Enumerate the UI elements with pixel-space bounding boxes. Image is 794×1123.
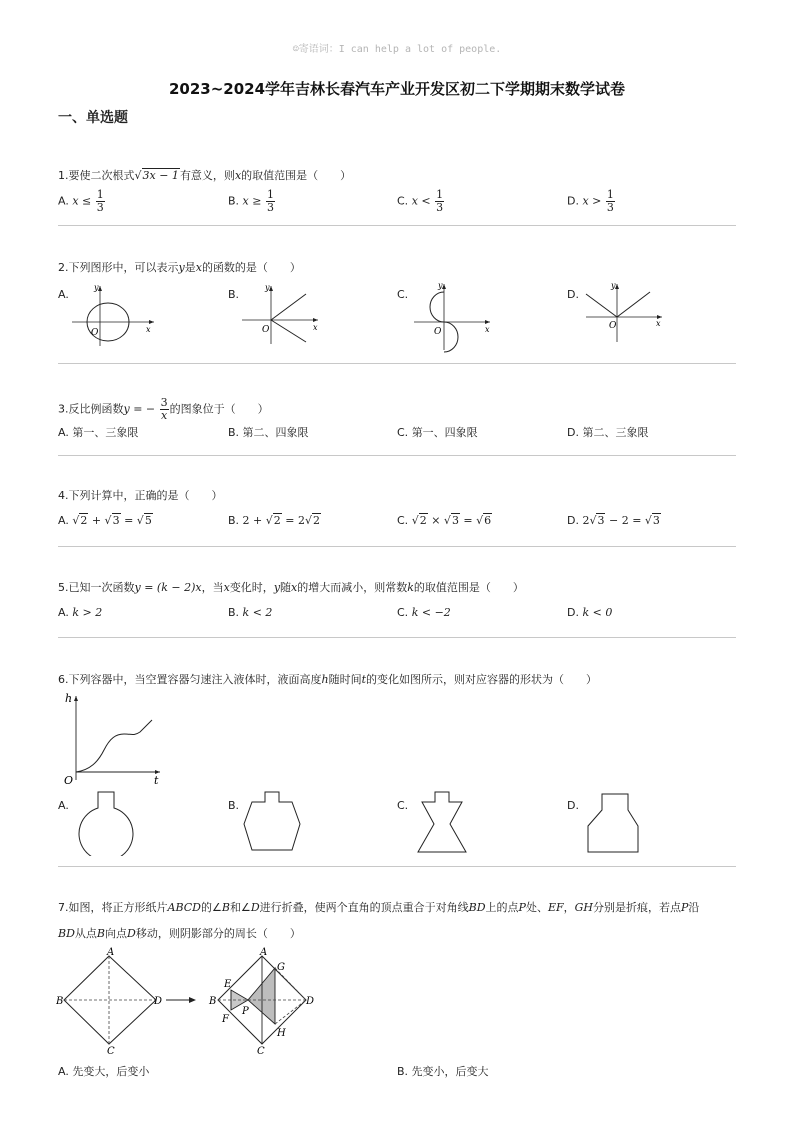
svg-text:G: G (277, 962, 285, 973)
option-a[interactable]: A. k > 2 (58, 606, 103, 619)
graph-rays[interactable] (238, 280, 338, 350)
option-b[interactable]: B. 第二、四象限 (228, 426, 309, 439)
question-5: 5.已知一次函数y = (k − 2)x，当x变化时，y随x的增大而减小，则常数k的取值范围是（ ） (58, 581, 524, 594)
option-a[interactable]: A. √2 + √3 = √5 (58, 514, 152, 527)
option-b[interactable]: B. k < 2 (228, 606, 273, 619)
option-b[interactable]: B. 先变小，后变大 (397, 1065, 489, 1078)
divider (58, 225, 736, 226)
svg-text:D: D (154, 996, 163, 1007)
x-axis-label: x (485, 325, 490, 334)
y-axis-label: y (94, 283, 99, 292)
question-4: 4.下列计算中，正确的是（ ） (58, 489, 223, 502)
graph-v[interactable] (578, 278, 678, 348)
svg-text:A: A (107, 947, 115, 958)
container-hourglass[interactable] (410, 790, 480, 856)
option-a-label[interactable]: A. (58, 288, 69, 301)
option-b-label[interactable]: B. (228, 288, 240, 301)
container-flask[interactable] (70, 788, 140, 856)
divider (58, 637, 736, 638)
option-c[interactable]: C. √2 × √3 = √6 (397, 514, 492, 527)
graph-semicircles[interactable] (410, 278, 510, 353)
option-a[interactable]: A. x ≤ $\frac{1}{3}$ (58, 188, 104, 214)
option-d-label[interactable]: D. (567, 799, 579, 812)
question-7-line-2: BD从点B向点D移动，则阴影部分的周长（ ） (58, 927, 301, 940)
x-axis-label: x (313, 323, 318, 332)
page-title: 2023~2024学年吉林长春汽车产业开发区初二下学期期末数学试卷 (168, 80, 626, 98)
option-b-label[interactable]: B. (228, 799, 240, 812)
svg-text:D: D (306, 996, 315, 1007)
section-heading: 一、单选题 (58, 110, 128, 126)
x-axis-label: x (656, 319, 661, 328)
watermark: ☺寄语词：I can help a lot of people. (292, 44, 502, 55)
option-c[interactable]: C. x < $\frac{1}{3}$ (397, 188, 444, 214)
question-2: 2.下列图形中，可以表示y是x的函数的是（ ） (58, 261, 301, 274)
svg-text:B: B (209, 996, 217, 1007)
option-c[interactable]: C. 第一、四象限 (397, 426, 478, 439)
origin-label: O (91, 328, 99, 338)
graph-circle[interactable] (68, 280, 168, 350)
height-time-graph (60, 690, 170, 785)
svg-text:A: A (260, 947, 268, 958)
x-axis-label: x (146, 325, 151, 334)
fold-figure (56, 944, 326, 1056)
svg-text:C: C (107, 1046, 115, 1056)
divider (58, 363, 736, 364)
origin-label: O (64, 774, 74, 785)
svg-text:E: E (224, 979, 232, 990)
y-axis-label: y (611, 281, 616, 290)
question-3: 3.反比例函数y = − $\frac{3}{x}$ 的图象位于（ ） (58, 396, 269, 422)
svg-text:F: F (222, 1014, 229, 1025)
option-b[interactable]: B. x ≥ $\frac{1}{3}$ (228, 188, 274, 214)
option-d[interactable]: D. 2√3 − 2 = √3 (567, 514, 660, 527)
option-d[interactable]: D. x > $\frac{1}{3}$ (567, 188, 614, 214)
question-7: 7.如图，将正方形纸片ABCD的∠B和∠D进行折叠，使两个直角的顶点重合于对角线BD上的点P处、EF，GH分别是折痕，若点P沿 (58, 901, 700, 914)
option-a[interactable]: A. 先变大，后变小 (58, 1065, 150, 1078)
option-b[interactable]: B. 2 + √2 = 2√2 (228, 514, 320, 527)
option-d-label[interactable]: D. (567, 288, 579, 301)
svg-text:P: P (242, 1006, 249, 1017)
container-hexagon[interactable] (240, 790, 310, 856)
t-axis-label: t (154, 774, 159, 785)
h-axis-label: h (65, 692, 73, 705)
origin-label: O (262, 325, 270, 335)
origin-label: O (434, 327, 442, 337)
svg-text:H: H (277, 1028, 286, 1039)
divider (58, 546, 736, 547)
option-c-label[interactable]: C. (397, 799, 409, 812)
origin-label: O (609, 321, 617, 331)
option-c-label[interactable]: C. (397, 288, 409, 301)
container-bottle[interactable] (582, 790, 652, 856)
question-1: 1.要使二次根式√3x − 1有意义，则x的取值范围是（ ） (58, 169, 352, 182)
option-c[interactable]: C. k < −2 (397, 606, 451, 619)
option-d[interactable]: D. 第二、三象限 (567, 426, 649, 439)
y-axis-label: y (265, 283, 270, 292)
svg-text:C: C (257, 1046, 265, 1056)
option-a-label[interactable]: A. (58, 799, 69, 812)
divider (58, 455, 736, 456)
svg-text:B: B (56, 996, 64, 1007)
divider (58, 866, 736, 867)
option-a[interactable]: A. 第一、三象限 (58, 426, 139, 439)
option-d[interactable]: D. k < 0 (567, 606, 613, 619)
y-axis-label: y (438, 281, 443, 290)
question-6: 6.下列容器中，当空置容器匀速注入液体时，液面高度h随时间t的变化如图所示，则对应容器的形状为（ ） (58, 673, 598, 686)
